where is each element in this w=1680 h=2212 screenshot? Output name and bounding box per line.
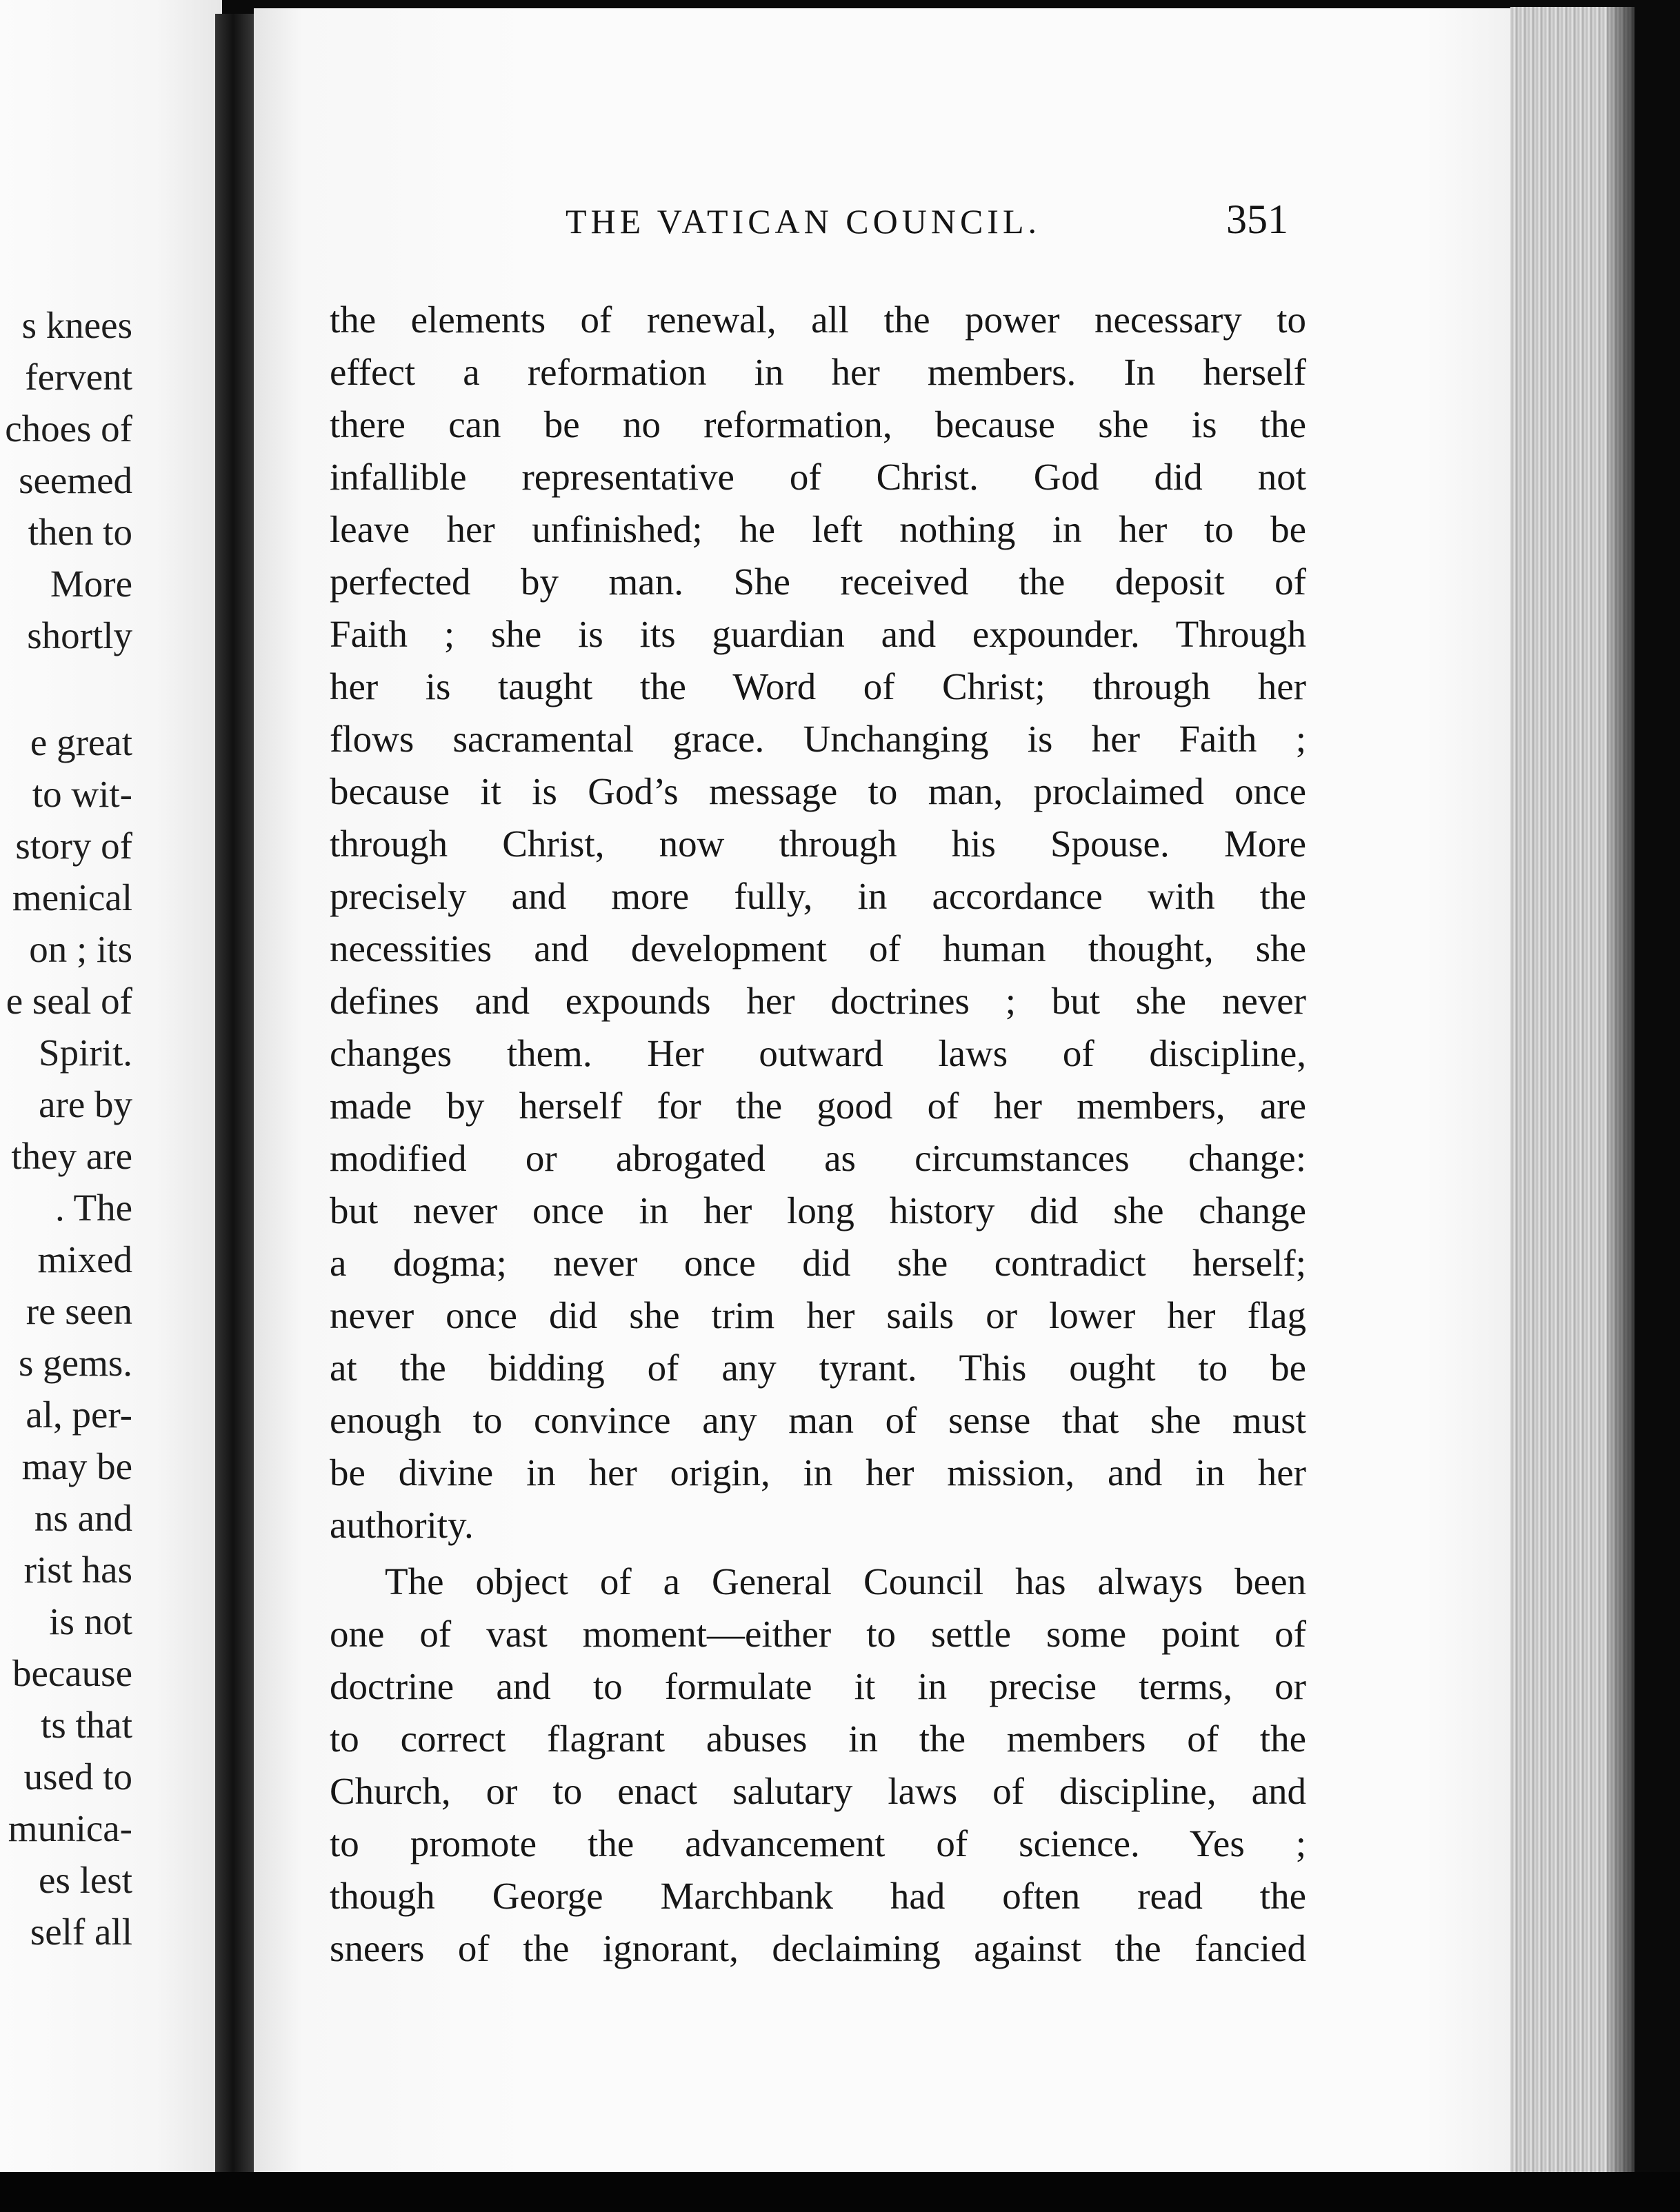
text-line: necessities and development of human thought, she	[330, 927, 1306, 969]
text-line: changes them. Her outward laws of discipline,	[330, 1032, 1306, 1074]
text-line: The object of a General Council has always been	[385, 1560, 1306, 1602]
text-line: authority.	[330, 1504, 474, 1546]
text-line: be divine in her origin, in her mission, and in her	[330, 1451, 1306, 1494]
left-facing-page	[0, 0, 222, 2212]
left-page-line: self all	[30, 1911, 132, 1953]
text-line: one of vast moment—either to settle some point of	[330, 1613, 1306, 1655]
left-page-line: ns and	[34, 1497, 132, 1539]
left-page-line: ts that	[41, 1704, 132, 1746]
book-gutter	[215, 14, 255, 2172]
text-line: leave her unfinished; he left nothing in her to be	[330, 508, 1306, 550]
left-page-line: are by	[39, 1083, 132, 1125]
left-page-line: to wit-	[32, 773, 132, 815]
page-number: 351	[1226, 197, 1288, 242]
text-line: Church, or to enact salutary laws of discipline, and	[330, 1770, 1306, 1812]
left-page-line: Spirit.	[39, 1032, 132, 1074]
left-page-line: fervent	[25, 356, 132, 398]
left-page-line: story of	[15, 825, 132, 867]
text-line: Faith ; she is its guardian and expounder. Through	[330, 613, 1306, 655]
left-page-line: es lest	[39, 1859, 132, 1901]
left-page-line: choes of	[5, 408, 132, 450]
running-head: THE VATICAN COUNCIL.	[566, 202, 1041, 241]
text-line: effect a reformation in her members. In herself	[330, 351, 1306, 393]
text-line: there can be no reformation, because she is the	[330, 403, 1306, 445]
text-line: because it is God’s message to man, proclaimed once	[330, 770, 1306, 812]
text-line: never once did she trim her sails or lower her flag	[330, 1294, 1306, 1336]
text-line: to promote the advancement of science. Yes ;	[330, 1822, 1306, 1864]
text-line: sneers of the ignorant, declaiming against the fancied	[330, 1927, 1306, 1969]
left-page-line: on ; its	[29, 928, 132, 970]
left-page-line: re seen	[26, 1290, 132, 1332]
text-line: but never once in her long history did she change	[330, 1189, 1306, 1231]
scan-bottom-border	[0, 2172, 1680, 2212]
left-page-line: used to	[23, 1756, 132, 1798]
text-line: though George Marchbank had often read the	[330, 1875, 1306, 1917]
left-page-line: rist has	[23, 1549, 132, 1591]
text-line: made by herself for the good of her members, are	[330, 1085, 1306, 1127]
left-page-line: . The	[54, 1187, 132, 1229]
text-line: flows sacramental grace. Unchanging is her Faith ;	[330, 718, 1306, 760]
text-line: perfected by man. She received the deposit of	[330, 561, 1306, 603]
left-page-line: shortly	[27, 614, 132, 656]
text-line: to correct flagrant abuses in the members of the	[330, 1718, 1306, 1760]
page-edges	[1510, 7, 1634, 2175]
text-line: the elements of renewal, all the power necessary to	[330, 299, 1306, 341]
text-line: doctrine and to formulate it in precise terms, or	[330, 1665, 1306, 1707]
left-page-line: e great	[30, 721, 132, 763]
left-page-line: because	[12, 1652, 132, 1694]
left-page-line: s knees	[21, 304, 132, 346]
text-line: defines and expounds her doctrines ; but she never	[330, 980, 1306, 1022]
text-line: precisely and more fully, in accordance with the	[330, 875, 1306, 917]
left-page-line: al, per-	[26, 1394, 132, 1436]
text-line: a dogma; never once did she contradict herself;	[330, 1242, 1306, 1284]
left-page-line: mixed	[37, 1238, 132, 1280]
left-page-line: menical	[12, 876, 132, 918]
text-line: modified or abrogated as circumstances change:	[330, 1137, 1306, 1179]
left-page-line: they are	[11, 1135, 132, 1177]
left-page-line: munica-	[8, 1807, 132, 1849]
left-page-line: then to	[28, 511, 132, 553]
text-line: her is taught the Word of Christ; through her	[330, 665, 1306, 707]
left-page-line: s gems.	[19, 1342, 132, 1384]
text-line: at the bidding of any tyrant. This ought to be	[330, 1347, 1306, 1389]
text-line: infallible representative of Christ. God did not	[330, 456, 1306, 498]
text-line: enough to convince any man of sense that she must	[330, 1399, 1306, 1441]
left-page-line: seemed	[19, 459, 132, 501]
left-page-line: More	[50, 563, 132, 605]
text-line: through Christ, now through his Spouse. More	[330, 823, 1306, 865]
left-page-line: is not	[49, 1600, 132, 1642]
left-page-line: may be	[21, 1445, 132, 1487]
left-page-line: e seal of	[6, 980, 132, 1022]
